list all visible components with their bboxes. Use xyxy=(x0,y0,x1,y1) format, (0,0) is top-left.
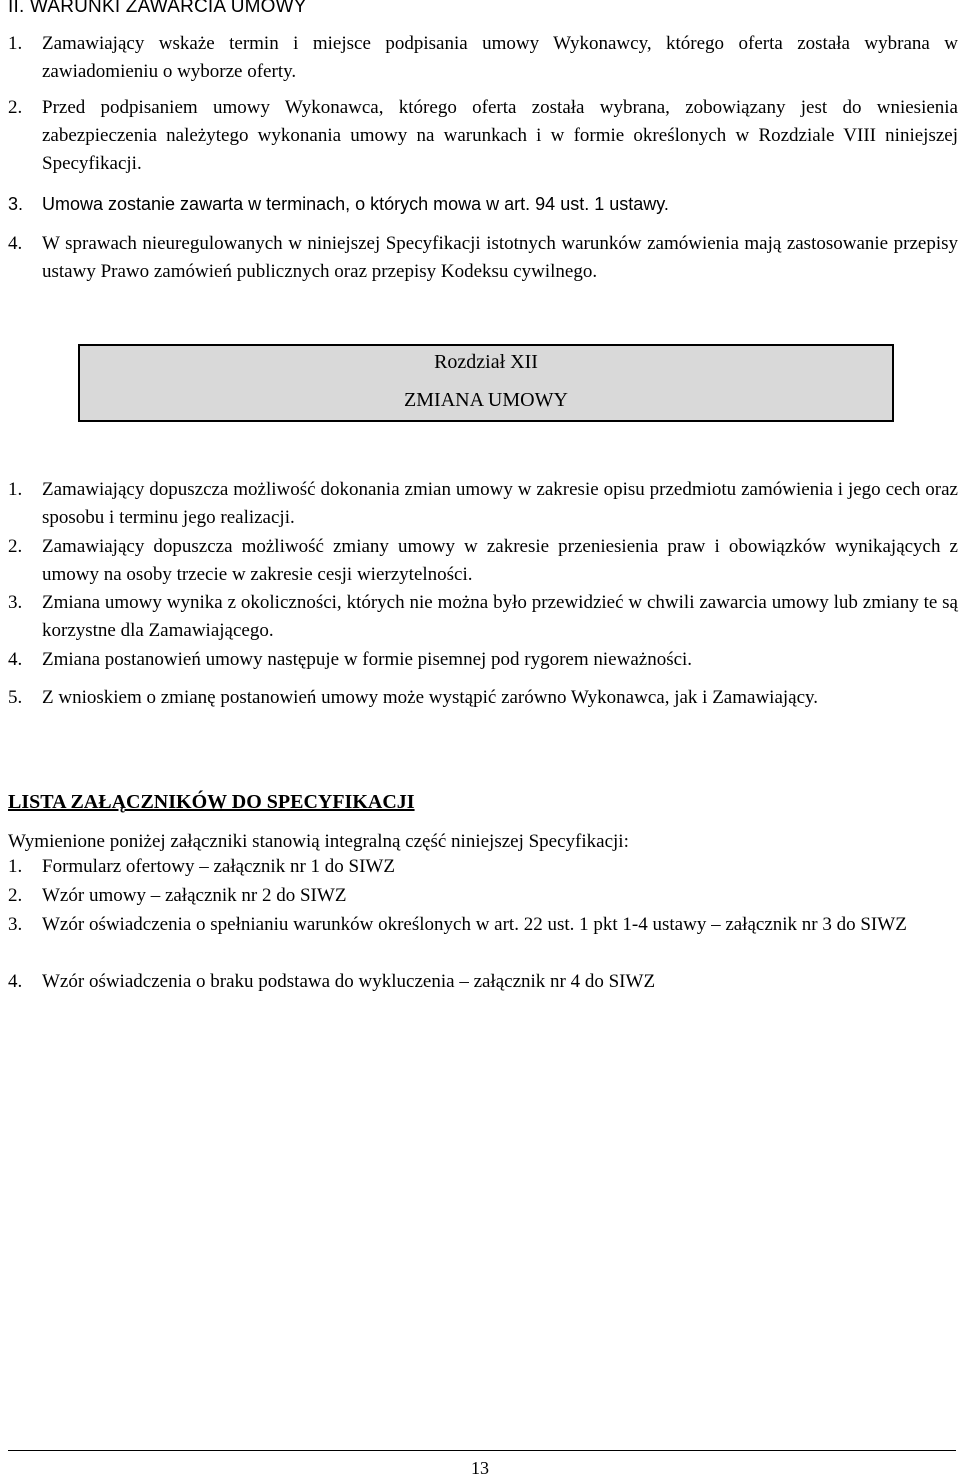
list-item xyxy=(8,230,958,286)
attachments-heading: LISTA ZAŁĄCZNIKÓW DO SPECYFIKACJI xyxy=(8,791,415,813)
item-text: Z wnioskiem o zmianę postanowień umowy może wystąpić zarówno Wykonawca, jak i Zamawiający. xyxy=(42,687,819,708)
list-item xyxy=(8,94,958,178)
list-item xyxy=(8,30,958,86)
list-item xyxy=(8,476,958,532)
chapter-subtitle: ZMIANA UMOWY xyxy=(404,389,568,411)
list-item xyxy=(8,190,958,218)
item-number: 2. xyxy=(8,885,23,906)
item-number: 1. xyxy=(8,479,23,500)
list-item xyxy=(8,968,958,996)
list-item xyxy=(8,533,958,589)
footer-divider xyxy=(8,1450,956,1451)
page-number: 13 xyxy=(471,1458,489,1478)
item-text: Umowa zostanie zawarta w terminach, o których mowa w art. 94 ust. 1 ustawy. xyxy=(42,194,669,214)
item-number: 4. xyxy=(8,233,23,254)
item-text: Formularz ofertowy – załącznik nr 1 do SIWZ xyxy=(42,856,395,877)
item-text: Zmiana postanowień umowy następuje w formie pisemnej pod rygorem nieważności. xyxy=(42,649,693,670)
list-item xyxy=(8,646,958,674)
item-text: Wzór oświadczenia o spełnianiu warunków określonych w art. 22 ust. 1 pkt 1-4 ustawy – załącznik nr 3 do SIWZ xyxy=(42,914,907,935)
item-text: Wzór umowy – załącznik nr 2 do SIWZ xyxy=(42,885,347,906)
item-text: Zamawiający wskaże termin i miejsce podpisania umowy Wykonawcy, którego oferta została wybrana w zawiadomieniu o wyborze oferty. xyxy=(42,33,958,82)
section-heading: II. WARUNKI ZAWARCIA UMOWY xyxy=(8,0,307,17)
item-number: 1. xyxy=(8,856,23,877)
item-number: 3. xyxy=(8,914,23,935)
item-text: Wzór oświadczenia o braku podstawa do wykluczenia – załącznik nr 4 do SIWZ xyxy=(42,971,656,992)
chapter-header-box xyxy=(78,344,894,422)
item-text: W sprawach nieuregulowanych w niniejszej Specyfikacji istotnych warunków zamówienia mają zastosowanie przepisy ustawy Prawo zamówień publicznych oraz przepisy Kodeksu cywilnego. xyxy=(42,233,958,282)
item-text: Zamawiający dopuszcza możliwość dokonania zmian umowy w zakresie opisu przedmiotu zamówienia i jego cech oraz sposobu i terminu jego realizacji. xyxy=(42,479,958,528)
item-number: 4. xyxy=(8,971,23,992)
item-number: 3. xyxy=(8,194,24,214)
list-item xyxy=(8,684,958,712)
chapter-title: Rozdział XII xyxy=(434,351,538,373)
item-text: Zmiana umowy wynika z okoliczności, których nie można było przewidzieć w chwili zawarcia umowy lub zmiany te są korzystne dla Zamawiającego. xyxy=(42,592,958,641)
item-text: Zamawiający dopuszcza możliwość zmiany umowy w zakresie przeniesienia praw i obowiązków wynikających z umowy na osoby trzecie w zakresie cesji wierzytelności. xyxy=(42,536,958,585)
item-number: 4. xyxy=(8,649,23,670)
item-text: Przed podpisaniem umowy Wykonawca, którego oferta została wybrana, zobowiązany jest do wniesienia zabezpieczenia należytego wykonania umowy na warunkach i w formie określonych w Rozdziale VIII niniejszej Specyfikacji. xyxy=(42,97,958,174)
list-item xyxy=(8,589,958,645)
item-number: 3. xyxy=(8,592,23,613)
list-item xyxy=(8,882,958,910)
item-number: 2. xyxy=(8,97,23,118)
item-number: 1. xyxy=(8,33,23,54)
list-item xyxy=(8,911,958,939)
item-number: 5. xyxy=(8,687,23,708)
item-number: 2. xyxy=(8,536,23,557)
list-item xyxy=(8,853,958,881)
attachments-intro: Wymienione poniżej załączniki stanowią integralną część niniejszej Specyfikacji: xyxy=(8,831,629,852)
